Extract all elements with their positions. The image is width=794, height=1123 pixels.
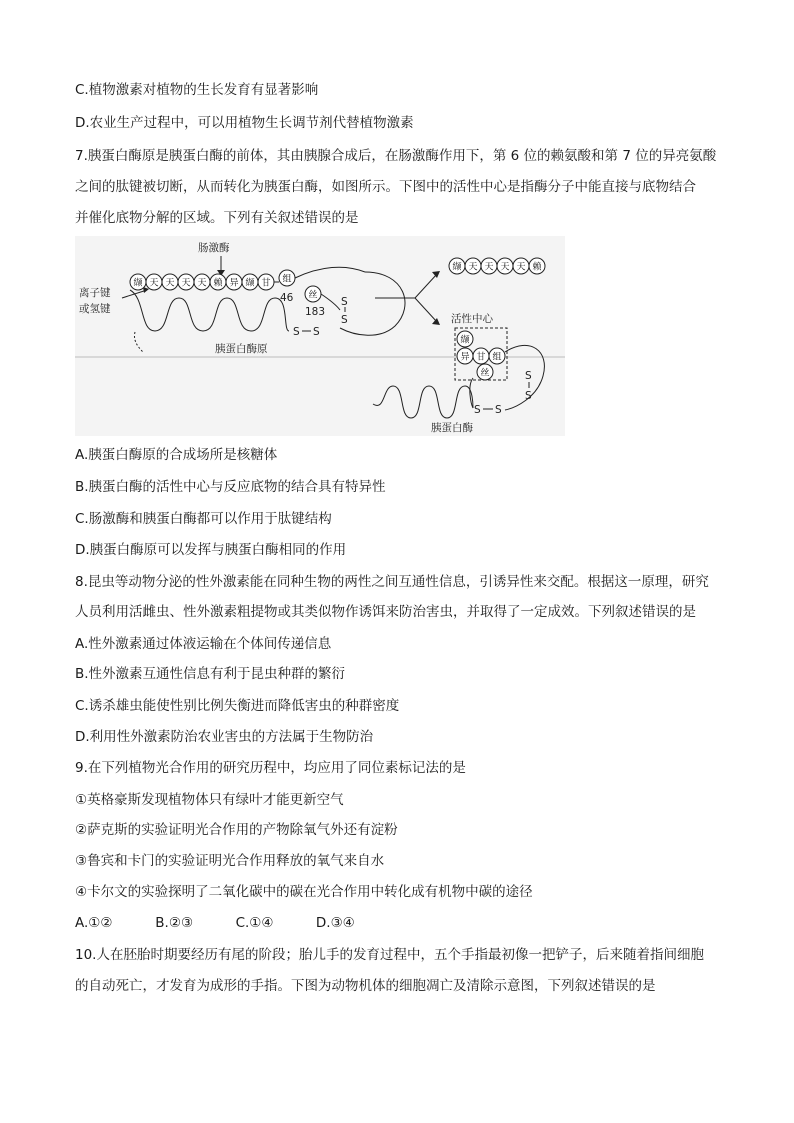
q9-option-b: B.②③ bbox=[155, 915, 194, 931]
bead: 天 bbox=[197, 278, 207, 289]
bond-label-2: 或氢键 bbox=[79, 303, 111, 315]
bead: 甘 bbox=[261, 278, 271, 289]
q7-option-c: C.肠激酶和胰蛋白酶都可以作用于肽键结构 bbox=[75, 511, 332, 527]
q8-option-d: D.利用性外激素防治农业害虫的方法属于生物防治 bbox=[75, 729, 374, 745]
sulfur-1: S bbox=[341, 296, 348, 308]
position-46: 46 bbox=[280, 292, 294, 304]
trypsinogen-label: 胰蛋白酶原 bbox=[215, 343, 268, 355]
q9-option-d: D.③④ bbox=[315, 915, 355, 931]
sulfur-2: S bbox=[341, 314, 348, 326]
q10-stem-line-1: 10.人在胚胎时期要经历有尾的阶段；胎儿手的发育过程中，五个手指最初像一把铲子，后来随着指间细胞 bbox=[75, 947, 704, 963]
q9-option-c: C.①④ bbox=[235, 915, 274, 931]
q7-option-a: A.胰蛋白酶原的合成场所是核糖体 bbox=[75, 447, 278, 463]
trypsin-label: 胰蛋白酶 bbox=[431, 422, 473, 434]
q9-option-a: A.①② bbox=[75, 915, 113, 931]
enterokinase-label: 肠激酶 bbox=[198, 242, 230, 254]
bead: 缬 bbox=[460, 335, 470, 346]
q8-stem-line-1: 8.昆虫等动物分泌的性外激素能在同种生物的两性之间互通性信息，引诱异性来交配。根据这一原理，研究 bbox=[75, 574, 709, 590]
active-center-label: 活性中心 bbox=[451, 313, 493, 325]
sulfur-8: S bbox=[495, 404, 502, 416]
q9-options bbox=[75, 913, 392, 933]
bead: 甘 bbox=[476, 352, 486, 363]
bead: 缬 bbox=[133, 278, 143, 289]
bond-label-1: 离子键 bbox=[79, 287, 111, 299]
q7-stem-line-1: 7.胰蛋白酶原是胰蛋白酶的前体，其由胰腺合成后，在肠激酶作用下，第 6 位的赖氨酸和第 7 位的异亮氨酸 bbox=[75, 148, 717, 164]
bead: 赖 bbox=[213, 278, 223, 289]
q10-stem-line-2: 的自动死亡，才发育为成形的手指。下图为动物机体的细胞凋亡及清除示意图，下列叙述错误的是 bbox=[75, 978, 656, 994]
bead: 天 bbox=[181, 278, 191, 289]
bead: 天 bbox=[500, 262, 510, 273]
sulfur-3: S bbox=[293, 326, 300, 338]
position-183: 183 bbox=[305, 306, 326, 318]
q7-option-d: D.胰蛋白酶原可以发挥与胰蛋白酶相同的作用 bbox=[75, 542, 347, 558]
q7-stem-line-3: 并催化底物分解的区域。下列有关叙述错误的是 bbox=[75, 210, 359, 226]
bead: 赖 bbox=[532, 262, 542, 273]
bead-his: 组 bbox=[282, 274, 292, 285]
q8-option-a: A.性外激素通过体液运输在个体间传递信息 bbox=[75, 636, 332, 652]
q9-item-1: ①英格豪斯发现植物体只有绿叶才能更新空气 bbox=[75, 792, 344, 808]
bead: 天 bbox=[516, 262, 526, 273]
sulfur-4: S bbox=[313, 326, 320, 338]
bead: 缬 bbox=[245, 278, 255, 289]
bead: 丝 bbox=[480, 368, 490, 379]
trypsinogen-activation-figure bbox=[75, 236, 565, 436]
bead: 组 bbox=[492, 352, 502, 363]
bead: 天 bbox=[165, 278, 175, 289]
q9-item-4: ④卡尔文的实验探明了二氧化碳中的碳在光合作用中转化成有机物中碳的途径 bbox=[75, 884, 533, 900]
bead-ser: 丝 bbox=[308, 290, 318, 301]
q6-option-c: C.植物激素对植物的生长发育有显著影响 bbox=[75, 82, 319, 98]
q6-option-d: D.农业生产过程中，可以用植物生长调节剂代替植物激素 bbox=[75, 115, 414, 131]
bead: 天 bbox=[149, 278, 159, 289]
q9-item-2: ②萨克斯的实验证明光合作用的产物除氧气外还有淀粉 bbox=[75, 822, 398, 838]
sulfur-6: S bbox=[525, 390, 532, 402]
bead: 异 bbox=[460, 352, 470, 363]
q9-item-3: ③鲁宾和卡门的实验证明光合作用释放的氧气来自水 bbox=[75, 853, 385, 869]
q8-option-c: C.诱杀雄虫能使性别比例失衡进而降低害虫的种群密度 bbox=[75, 698, 400, 714]
q7-stem-line-2: 之间的肽键被切断，从而转化为胰蛋白酶，如图所示。下图中的活性中心是指酶分子中能直接与底物结合 bbox=[75, 179, 696, 195]
bead: 异 bbox=[229, 278, 239, 289]
q8-stem-line-2: 人员利用活雌虫、性外激素粗提物或其类似物作诱饵来防治害虫，并取得了一定成效。下列叙述错误的是 bbox=[75, 604, 696, 620]
q7-option-b: B.胰蛋白酶的活性中心与反应底物的结合具有特异性 bbox=[75, 479, 386, 495]
q9-stem: 9.在下列植物光合作用的研究历程中，均应用了同位素标记法的是 bbox=[75, 760, 466, 776]
bead: 天 bbox=[468, 262, 478, 273]
q8-option-b: B.性外激素互通性信息有利于昆虫种群的繁衍 bbox=[75, 666, 346, 682]
sulfur-7: S bbox=[474, 404, 481, 416]
sulfur-5: S bbox=[525, 370, 532, 382]
bead: 天 bbox=[484, 262, 494, 273]
bead: 缬 bbox=[452, 262, 462, 273]
